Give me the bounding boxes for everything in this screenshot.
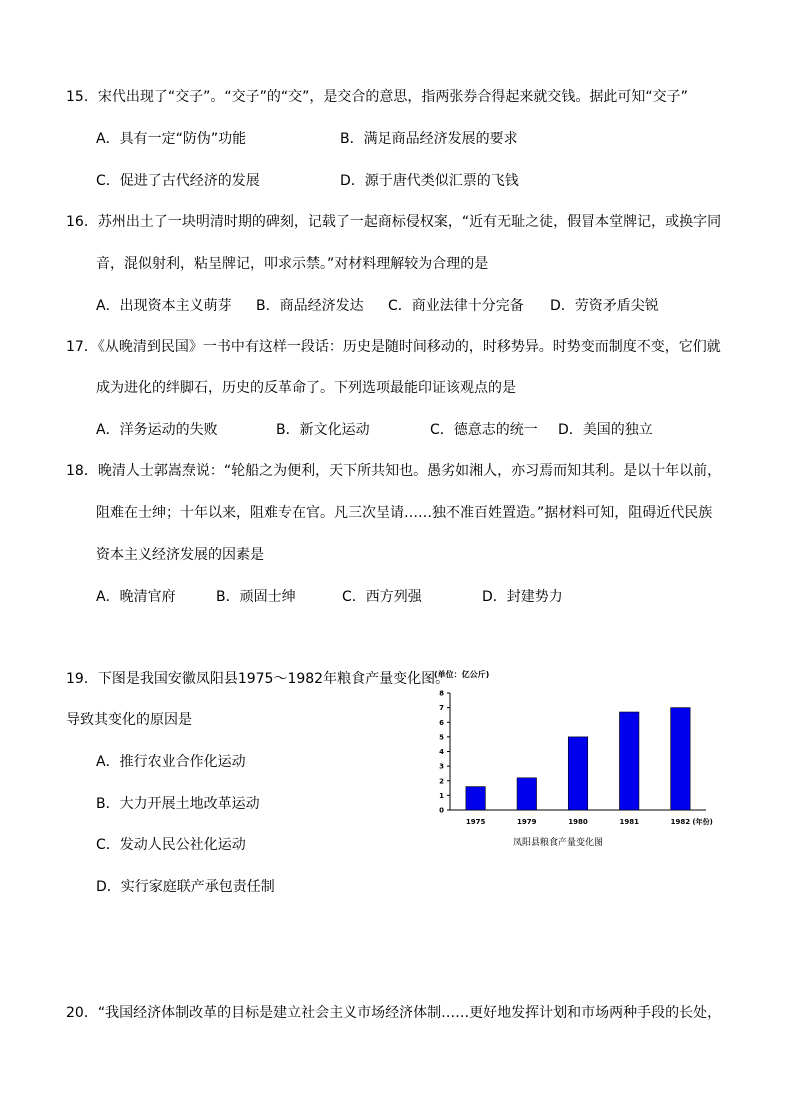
chart-y-tick-label: 5: [439, 733, 444, 742]
q18-stem-line-2: 阻难在士绅；十年以来，阻难专在官。凡三次呈请……独不准百姓置造。”据材料可知，阻碍近代民族: [96, 505, 713, 521]
q19-option-a: A．推行农业合作化运动: [96, 754, 246, 770]
chart-x-axis-suffix: (年份): [692, 818, 713, 826]
q16-stem-line-1: 16．苏州出土了一块明清时期的碑刻，记载了一起商标侵权案，“近有无耻之徒，假冒本堂牌记，或换字同: [66, 214, 722, 230]
chart-bar-1975: [466, 787, 485, 810]
q17-option-c: C．德意志的统一: [430, 422, 538, 438]
chart-bar-1980: [568, 737, 587, 810]
chart-bar-1981: [619, 712, 638, 810]
q19-option-d: D．实行家庭联产承包责任制: [96, 879, 275, 895]
q17-option-b: B．新文化运动: [276, 422, 370, 438]
q16-option-c: C．商业法律十分完备: [388, 298, 524, 314]
chart-x-tick-label: 1975: [465, 818, 486, 826]
chart-y-tick-label: 0: [439, 806, 444, 815]
q15-option-a: A．具有一定“防伪”功能: [96, 131, 247, 147]
chart-y-tick-label: 2: [439, 777, 444, 786]
q15-option-b: B．满足商品经济发展的要求: [340, 131, 518, 147]
chart-y-tick-label: 3: [439, 762, 444, 771]
q18-option-c: C．西方列强: [342, 589, 422, 605]
chart-x-tick-label: 1982: [670, 818, 691, 826]
q18-stem-line-1: 18．晚清人士郭嵩焘说：“轮船之为便利，天下所共知也。愚劣如湘人，亦习焉而知其利。是以十年以前，: [66, 463, 722, 479]
q16-option-b: B．商品经济发达: [256, 298, 364, 314]
chart-y-tick-label: 6: [439, 718, 444, 727]
q15-option-d: D．源于唐代类似汇票的飞钱: [340, 173, 519, 189]
chart-x-tick-label: 1981: [619, 818, 639, 826]
chart-y-tick-label: 4: [439, 748, 444, 756]
q20-stem-line-1: 20．“我国经济体制改革的目标是建立社会主义市场经济体制……更好地发挥计划和市场两种手段的长处，: [66, 1005, 722, 1021]
chart-x-tick-label: 1980: [568, 818, 588, 826]
q18-stem-line-3: 资本主义经济发展的因素是: [96, 547, 264, 563]
chart-x-tick-label: 1979: [517, 818, 537, 826]
q15-option-c: C．促进了古代经济的发展: [96, 173, 260, 189]
q17-stem-line-1: 17．《从晚清到民国》一书中有这样一段话：历史是随时间移动的，时移势异。时势变而制度不变，它们就: [66, 339, 721, 355]
q16-option-a: A．出现资本主义萌芽: [96, 298, 232, 314]
chart-svg: [426, 665, 716, 855]
chart-y-tick-label: 8: [439, 689, 444, 698]
q17-stem-line-2: 成为进化的绊脚石，历史的反革命了。下列选项最能印证该观点的是: [96, 380, 516, 396]
chart-y-tick-label: 1: [439, 791, 444, 800]
q15-stem-line-1: 15．宋代出现了“交子”。“交子”的“交”，是交合的意思，指两张券合得起来就交钱。据此可知“交子”: [66, 89, 688, 105]
q17-option-d: D．美国的独立: [558, 422, 653, 438]
chart-caption: 凤阳县粮食产量变化图: [512, 838, 604, 848]
q17-option-a: A．洋务运动的失败: [96, 422, 218, 438]
chart-unit-label: (单位：亿公斤): [434, 670, 490, 679]
q19-stem-line-2: 导致其变化的原因是: [66, 712, 192, 728]
q16-option-d: D．劳资矛盾尖锐: [550, 298, 659, 314]
q18-option-b: B．顽固士绅: [216, 589, 296, 605]
chart-y-tick-label: 7: [439, 704, 444, 713]
q18-option-a: A．晚清官府: [96, 589, 176, 605]
q19-option-b: B．大力开展土地改革运动: [96, 796, 260, 812]
chart-bar-1982: [671, 708, 690, 810]
q16-stem-line-2: 音，混似射利，粘呈牌记，叩求示禁。”对材料理解较为合理的是: [96, 256, 489, 272]
grain-output-chart: [426, 665, 716, 855]
q19-stem-line-1: 19．下图是我国安徽凤阳县1975～1982年粮食产量变化图。: [66, 671, 450, 687]
q18-option-d: D．封建势力: [482, 589, 563, 605]
chart-bar-1979: [517, 778, 536, 810]
q19-option-c: C．发动人民公社化运动: [96, 837, 246, 853]
